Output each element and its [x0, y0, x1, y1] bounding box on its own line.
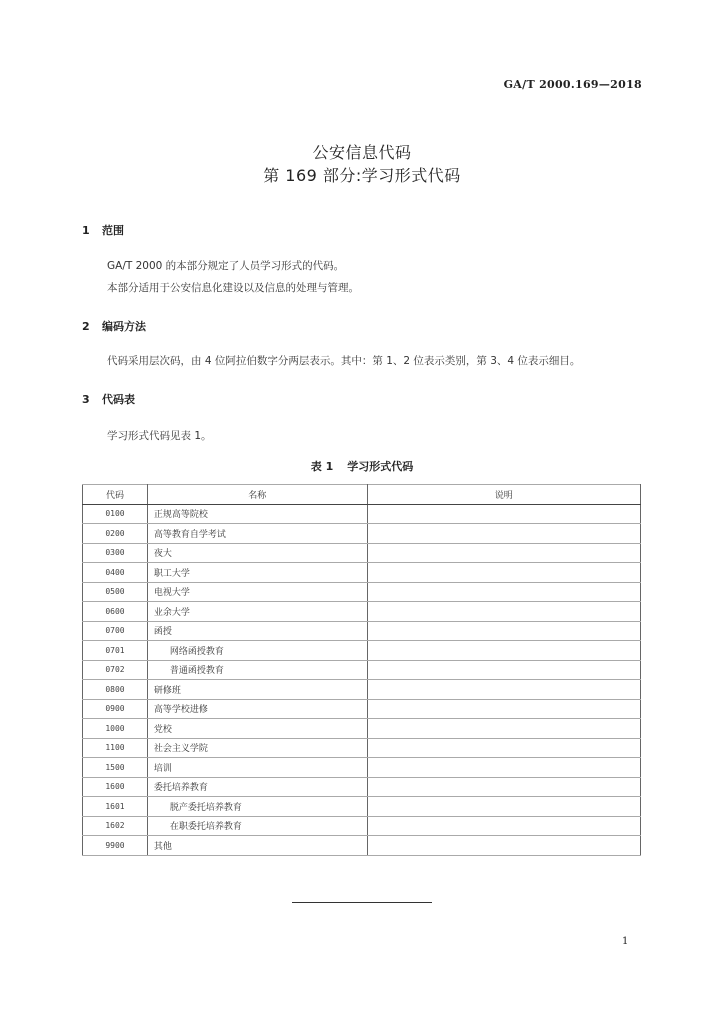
- table-header-row: [83, 485, 641, 505]
- cell-name: 职工大学: [147, 563, 367, 583]
- table-row: [83, 660, 641, 680]
- table-row: [83, 738, 641, 758]
- table-caption-title: 学习形式代码: [347, 460, 414, 473]
- table-row: [83, 524, 641, 544]
- table-row: [83, 758, 641, 778]
- cell-note: [367, 816, 640, 836]
- cell-note: [367, 836, 640, 856]
- table-row: [83, 680, 641, 700]
- cell-note: [367, 680, 640, 700]
- cell-name: 研修班: [147, 680, 367, 700]
- cell-note: [367, 524, 640, 544]
- table-row: [83, 641, 641, 661]
- table-row: [83, 563, 641, 583]
- cell-code: 1500: [83, 758, 148, 778]
- section-title: 范围: [102, 224, 124, 237]
- cell-note: [367, 582, 640, 602]
- table-row: [83, 602, 641, 622]
- cell-code: 0800: [83, 680, 148, 700]
- cell-code: 1600: [83, 777, 148, 797]
- paragraph: 学习形式代码见表 1。: [107, 430, 212, 442]
- section-heading-scope: [82, 222, 124, 238]
- cell-code: 0702: [83, 660, 148, 680]
- section-number: 2: [82, 320, 90, 333]
- header-code: 代码: [83, 485, 148, 505]
- paragraph: 代码采用层次码，由 4 位阿拉伯数字分两层表示。其中：第 1、2 位表示类别，第 3、4 位表示细目。: [107, 355, 581, 367]
- cell-code: 1601: [83, 797, 148, 817]
- standard-code: GA/T 2000.169—2018: [503, 78, 642, 91]
- cell-code: 0700: [83, 621, 148, 641]
- table-caption-label: 表 1: [310, 460, 334, 473]
- table-row: [83, 699, 641, 719]
- cell-name: 其他: [147, 836, 367, 856]
- cell-code: 1602: [83, 816, 148, 836]
- document-subtitle: 第 169 部分:学习形式代码: [263, 166, 461, 185]
- cell-code: 0900: [83, 699, 148, 719]
- section-heading-encoding: [82, 318, 146, 334]
- cell-code: 0500: [83, 582, 148, 602]
- table-row: [83, 836, 641, 856]
- cell-code: 0701: [83, 641, 148, 661]
- cell-code: 0300: [83, 543, 148, 563]
- cell-note: [367, 641, 640, 661]
- table-row: [83, 777, 641, 797]
- cell-note: [367, 777, 640, 797]
- table-row: [83, 543, 641, 563]
- section-number: 3: [82, 393, 90, 406]
- table-caption: [0, 458, 724, 474]
- document-title: 公安信息代码: [312, 143, 412, 162]
- cell-name: 社会主义学院: [147, 738, 367, 758]
- cell-code: 1000: [83, 719, 148, 739]
- cell-code: 1100: [83, 738, 148, 758]
- cell-note: [367, 758, 640, 778]
- cell-name: 业余大学: [147, 602, 367, 622]
- table-row: [83, 504, 641, 524]
- cell-code: 0200: [83, 524, 148, 544]
- table-row: [83, 621, 641, 641]
- cell-name: 电视大学: [147, 582, 367, 602]
- cell-name: 培训: [147, 758, 367, 778]
- cell-note: [367, 719, 640, 739]
- cell-code: 0400: [83, 563, 148, 583]
- cell-name: 高等学校进修: [147, 699, 367, 719]
- learning-form-code-table: [82, 484, 641, 856]
- cell-name: 正规高等院校: [147, 504, 367, 524]
- section-heading-code-table: [82, 391, 135, 407]
- cell-name: 网络函授教育: [147, 641, 367, 661]
- section-number: 1: [82, 224, 90, 237]
- table-row: [83, 797, 641, 817]
- cell-name: 夜大: [147, 543, 367, 563]
- cell-name: 党校: [147, 719, 367, 739]
- cell-name: 在职委托培养教育: [147, 816, 367, 836]
- cell-note: [367, 602, 640, 622]
- cell-name: 委托培养教育: [147, 777, 367, 797]
- cell-note: [367, 797, 640, 817]
- table-row: [83, 719, 641, 739]
- cell-code: 0100: [83, 504, 148, 524]
- cell-note: [367, 660, 640, 680]
- cell-name: 普通函授教育: [147, 660, 367, 680]
- cell-note: [367, 621, 640, 641]
- cell-note: [367, 699, 640, 719]
- cell-name: 脱产委托培养教育: [147, 797, 367, 817]
- section-title: 编码方法: [102, 320, 146, 333]
- section-title: 代码表: [102, 393, 135, 406]
- paragraph: 本部分适用于公安信息化建设以及信息的处理与管理。: [107, 282, 359, 294]
- cell-name: 高等教育自学考试: [147, 524, 367, 544]
- cell-code: 9900: [83, 836, 148, 856]
- table-row: [83, 582, 641, 602]
- header-note: 说明: [367, 485, 640, 505]
- paragraph: GA/T 2000 的本部分规定了人员学习形式的代码。: [107, 260, 345, 272]
- header-name: 名称: [147, 485, 367, 505]
- table-row: [83, 816, 641, 836]
- page-number: 1: [622, 936, 629, 947]
- cell-note: [367, 543, 640, 563]
- cell-note: [367, 504, 640, 524]
- cell-name: 函授: [147, 621, 367, 641]
- cell-note: [367, 563, 640, 583]
- footer-rule: [292, 902, 432, 903]
- cell-note: [367, 738, 640, 758]
- cell-code: 0600: [83, 602, 148, 622]
